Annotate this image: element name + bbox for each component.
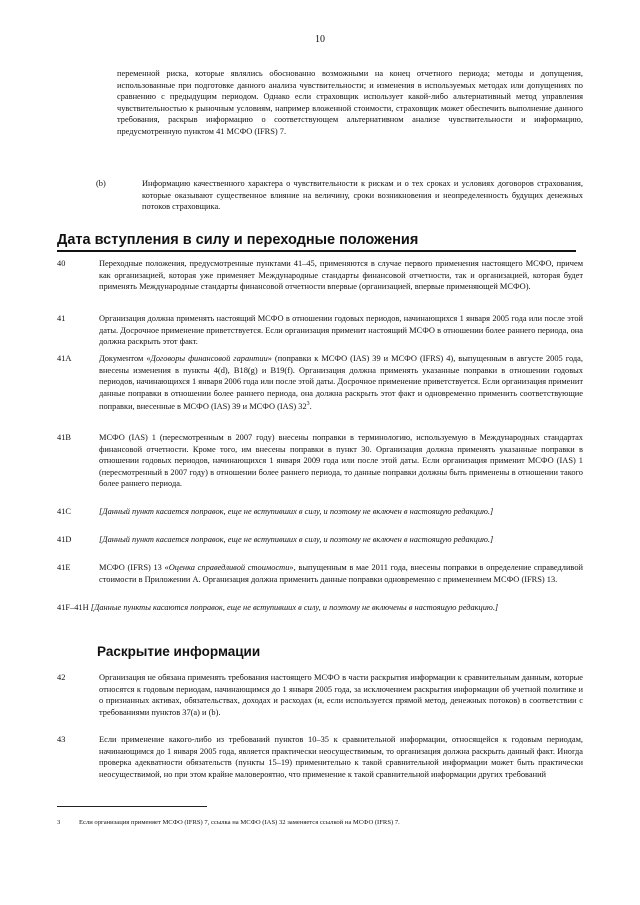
- para-text: Организация должна применять настоящий МСФО в отношении годовых периодов, начинающихся 1 января 2005 года или после этой даты. Досрочное применение приветствуется. Если организация применит настоящий МСФО в отношении более раннего периода, она должна раскрыть этот факт.: [99, 314, 583, 347]
- para-text: Если применение какого-либо из требований пунктов 10–35 к сравнительной информации, относящейся к годовым периодам, начинающимся до 1 января 2005 года, является практически неосуществимым, то организация должна раскрыть данный факт. Иногда проверка адекватности обязательств (пункты 15–19) применительно к такой сравнительной информации может быть практически неосуществимой, но при этом крайне маловероятно, что применение к такой сравнительной информации других требований: [99, 735, 583, 779]
- para-number: 42: [57, 673, 66, 682]
- para-number: 41E: [57, 563, 71, 572]
- para-number: 41B: [57, 433, 71, 442]
- subheading: Раскрытие информации: [97, 644, 261, 659]
- para-number: 41A: [57, 354, 72, 363]
- item-b-label: (b): [96, 179, 106, 188]
- para-number: 41C: [57, 507, 71, 516]
- para-text: МСФО (IAS) 1 (пересмотренным в 2007 году) внесены поправки в терминологию, используемую в Международных стандартах финансовой отчетности. Кроме того, им внесены поправки в пункт 30. Организация должна применять указанные поправки в отношении годовых периодов, начинающихся 1 января 2009 года или после этой даты. Если организация применит МСФО (IAS) 1 (пересмотренный в 2007 году) в отношении более раннего периода, то данные поправки должны быть применены в отношении такого более раннего периода.: [99, 433, 583, 489]
- para-text: Документом «Договоры финансовой гарантии» (поправки к МСФО (IAS) 39 и МСФО (IFRS) 4), выпущенным в августе 2005 года, внесены изменения в пункты 4(d), B18(g) и B19(f). Организация должна применять указанные поправки в отношении годовых периодов, начинающихся 1 января 2006 года или после этой даты. Досрочное применение приветствуется. Если организация применит данные поправки в отношении более раннего периода, она должна раскрыть этот факт и одновременно применить соответствующие поправки, внесенные в МСФО (IAS) 39 и МСФО (IAS) $32^3$.: [99, 354, 583, 412]
- document-title: Оценка справедливой стоимости: [168, 563, 290, 572]
- para-number: 41F–41H: [57, 603, 89, 612]
- item-b-text: Информацию качественного характера о чувствительности к рискам и о тех сроках и условиях договоров страхования, которые оказывают существенное влияние на величину, сроки возникновения и неопределенность будущих денежных потоков страховщика.: [142, 179, 583, 212]
- para-text: Переходные положения, предусмотренные пунктами 41–45, применяются в случае первого применения настоящего МСФО, причем как организацией, которая уже применяет Международные стандарты финансовой отчетности, так и организацией, которая будет применять Международные стандарты финансовой отчетности впервые (организацией, впервые применяющей МСФО).: [99, 259, 583, 292]
- para-number: 43: [57, 735, 66, 744]
- para-number: 40: [57, 259, 66, 268]
- document-title: Договоры финансовой гарантии: [150, 354, 268, 363]
- footnote-text: Если организация применяет МСФО (IFRS) 7, ссылка на МСФО (IAS) 32 заменяется ссылкой на МСФО (IFRS) 7.: [79, 819, 400, 826]
- para-text: 41F–41H [Данные пункты касаются поправок, еще не вступивших в силу, и поэтому не включены в настоящую редакцию.]: [57, 603, 499, 612]
- page-number: 10: [315, 34, 325, 45]
- section-heading-rule: [57, 250, 576, 252]
- para-text: МСФО (IFRS) 13 «Оценка справедливой стоимости», выпущенным в мае 2011 года, внесены поправки в определение справедливой стоимости в Приложении А. Организация должна применить данные поправки одновременно с применением МСФО (IFRS) 13.: [99, 563, 583, 584]
- footnote-divider: [57, 806, 207, 807]
- para-text: Организация не обязана применять требования настоящего МСФО в части раскрытия информации к сравнительным данным, которые относятся к годовым периодам, начинающимся до 1 января 2005 года, за исключением раскрытия информации об учетной политике и о признанных активах, обязательствах, доходах и расходах (и, если используется прямой метод, денежных потоков) в соответствии с требованиями пунктов 37(a) и (b).: [99, 673, 583, 717]
- para-number: 41: [57, 314, 66, 323]
- para-text: [Данный пункт касается поправок, еще не вступивших в силу, и поэтому не включен в настоящую редакцию.]: [99, 507, 494, 516]
- section-heading: Дата вступления в силу и переходные положения: [57, 232, 419, 248]
- para-number: 41D: [57, 535, 72, 544]
- footnote: [57, 818, 597, 827]
- footnote-reference: 3: [306, 401, 310, 408]
- top-paragraph: переменной риска, которые являлись обоснованно возможными на конец отчетного периода; методы и допущения, использованные при подготовке данного анализа чувствительности; и изменения в используемых методах или допущениях по сравнению с предыдущим периодом. Однако если страховщик использует какой-либо альтернативный метод управления чувствительностью к рыночным условиям, например вложенной стоимости, страховщик может обеспечить выполнение данного требования, раскрыв информацию о соответствующем альтернативном анализе чувствительности и информацию, предусмотренную пунктом 41 МСФО (IFRS) 7.: [117, 69, 583, 136]
- para-text: [Данный пункт касается поправок, еще не вступивших в силу, и поэтому не включен в настоящую редакцию.]: [99, 535, 494, 544]
- footnote-mark: 3: [57, 819, 61, 826]
